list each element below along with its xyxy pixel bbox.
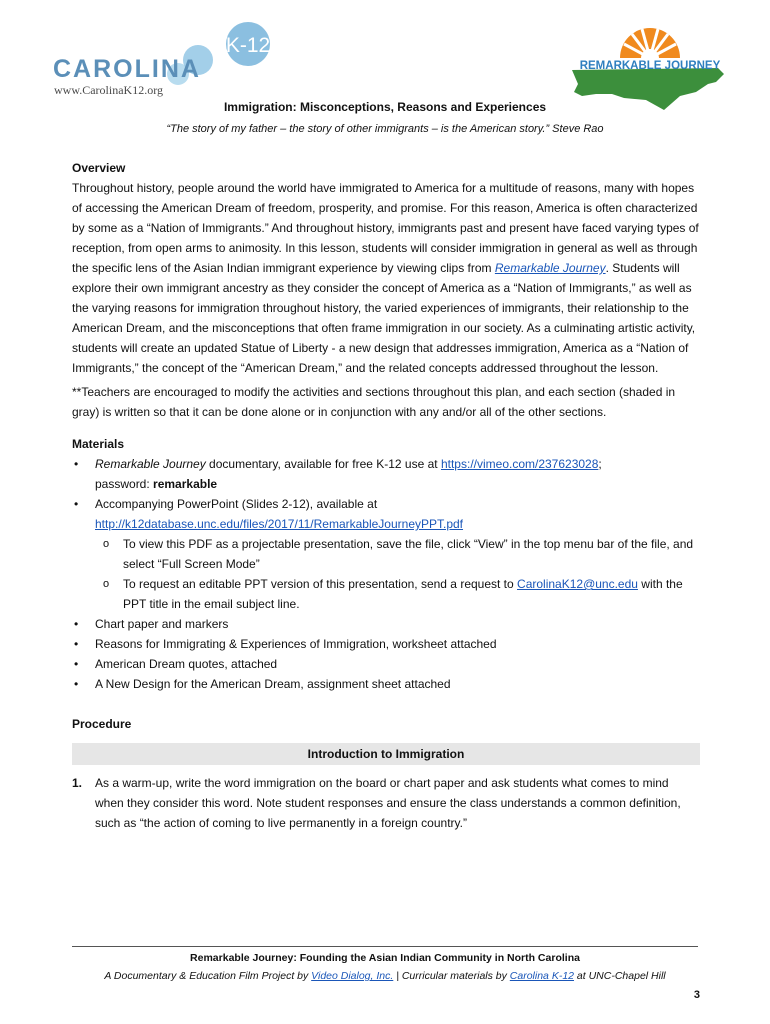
footer-divider [72,946,698,947]
step-number: 1. [72,776,83,790]
main-content [72,158,700,833]
password-value: remarkable [153,477,218,491]
epigraph-quote: “The story of my father – the story of other immigrants – is the American story.” Steve Rao [166,123,604,135]
list-item: • Chart paper and markers [72,614,700,634]
footer-title: Remarkable Journey: Founding the Asian Indian Community in North Carolina [190,952,580,964]
sub-list [95,534,700,614]
footer-credits: A Documentary & Education Film Project by Video Dialog, Inc. | Curricular materials by Carolina K-12 at UNC-Chapel Hill [104,970,666,982]
overview-paragraph: Throughout history, people around the world have immigrated to America for a multitude of reasons, many with hopes of accessing the American Dream of freedom, prosperity, and promise. For this reason, America is often characterized by some as a “Nation of Immigrants.” And throughout history, immigrants past and present have faced varying types of reception, from open arms to animosity. In this lesson, students will consider immigration in general as well as through the specific lens of the Asian Indian immigrant experience by viewing clips from Remarkable Journey. Students will explore their own immigrant ancestry as they consider the concept of America as a “Nation of Immigrants,” as well as the varying reasons for immigration throughout history, the varied experiences of immigrants, their relationship to the American Dream, and the misconceptions that often frame immigration in our society. As a culminating artistic activity, students will create an updated Statue of Liberty - a new design that addresses immigration, America as a “Nation of Immigrants,” the concept of the “American Dream,” and the related concepts addressed throughout the lesson. [72,181,699,375]
ppt-pdf-link[interactable]: http://k12database.unc.edu/files/2017/11/RemarkableJourneyPPT.pdf [95,517,464,531]
page-number: 3 [693,989,700,1001]
video-dialog-link[interactable]: Video Dialog, Inc. [311,970,394,982]
overview-heading: Overview [72,161,126,175]
procedure-step: 1. As a warm-up, write the word immigration on the board or chart paper and ask students what comes to mind when they consider this word. Note student responses and ensure the class understands a common definition, such as “the action of coming to live permanently in a foreign country.” [72,773,700,833]
sub-list-item: o To view this PDF as a projectable presentation, save the file, click “View” in the top menu bar of the file, and select “Full Screen Mode” [95,534,700,574]
journey-logo-text: REMARKABLE JOURNEY [579,60,721,72]
vimeo-link[interactable]: https://vimeo.com/237623028 [440,457,599,471]
list-item: • Accompanying PowerPoint (Slides 2-12), available at http://k12database.unc.edu/files/2017/11/RemarkableJourneyPPT.pdf o To view this PDF as a projectable presentation, save the file, click “View” in the top menu bar of the file, and select “Full Screen Mode” o To request an editable PPT version of this presentation, send a request to CarolinaK12@unc.edu with the PPT title in the email subject line. [72,494,700,614]
sub-list-item: o To request an editable PPT version of this presentation, send a request to CarolinaK12@unc.edu with the PPT title in the email subject line. [95,574,700,614]
carolina-k12-link[interactable]: Carolina K-12 [509,970,574,982]
logo-carolina-text: CAROLINA [53,55,201,83]
section-banner: Introduction to Immigration [72,743,700,765]
logo-url-text: www.CarolinaK12.org [54,83,163,97]
list-item: • A New Design for the American Dream, assignment sheet attached [72,674,700,694]
materials-heading: Materials [72,437,125,451]
procedure-heading: Procedure [72,717,132,731]
list-item: • Remarkable Journey documentary, available for free K-12 use at https://vimeo.com/237623028; password: remarkable [72,454,700,494]
carolina-k12-logo [50,22,290,100]
materials-list [72,454,700,694]
page-title: Immigration: Misconceptions, Reasons and Experiences [223,100,547,114]
email-link[interactable]: CarolinaK12@unc.edu [517,577,638,591]
teacher-note-paragraph: **Teachers are encouraged to modify the activities and sections throughout this plan, and each section (shaded in gray) is written so that it can be done alone or in conjunction with any and/or all of the other sections. [72,385,676,419]
remarkable-journey-link[interactable]: Remarkable Journey [494,261,606,275]
logo-badge-text: K-12 [225,34,271,57]
list-item: • American Dream quotes, attached [72,654,700,674]
list-item: • Reasons for Immigrating & Experiences of Immigration, worksheet attached [72,634,700,654]
